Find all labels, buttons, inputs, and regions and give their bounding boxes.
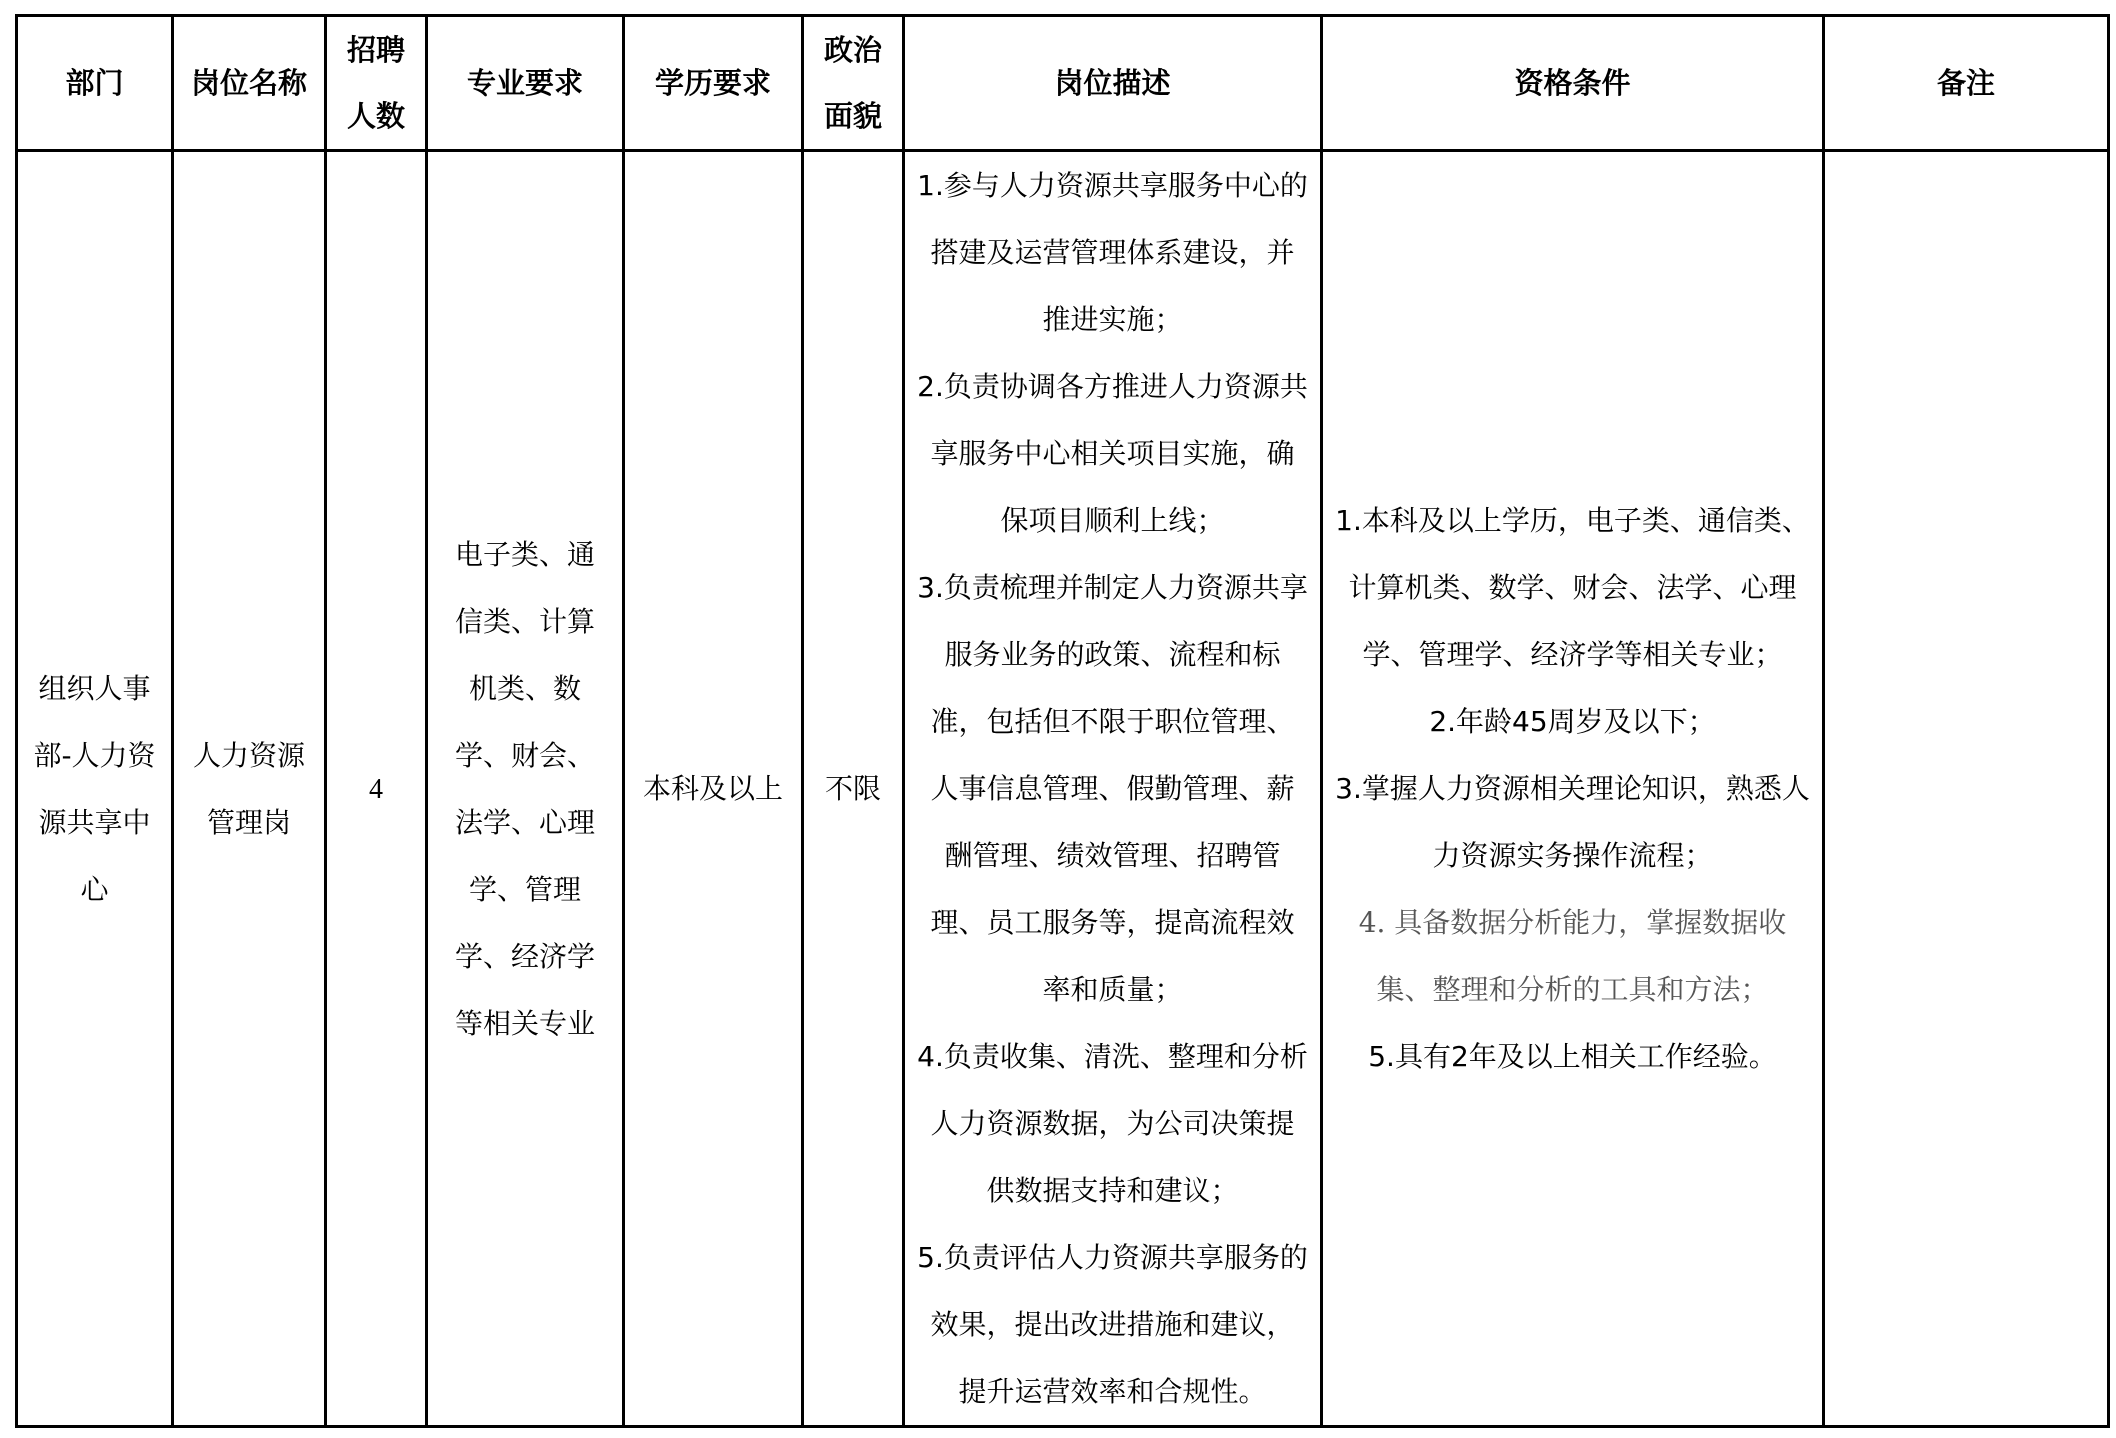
header-text: 面貌 (823, 99, 882, 133)
header-headcount (326, 16, 427, 151)
cell-line: 享服务中心相关项目实施，确 (930, 437, 1295, 470)
header-political-status (803, 16, 904, 151)
headcount-value: 4 (369, 773, 383, 805)
header-text: 岗位名称 (190, 66, 307, 100)
cell-line: 组织人事 (38, 671, 151, 705)
cell-line: 信类、计算 (454, 604, 595, 638)
cell-remarks (1824, 151, 2109, 1427)
cell-line: 推进实施； (1042, 303, 1183, 336)
cell-line: 1.参与人力资源共享服务中心的 (917, 169, 1308, 202)
header-education-requirement (624, 16, 803, 151)
cell-line: 提升运营效率和合规性。 (958, 1375, 1267, 1408)
cell-line: 管理岗 (206, 805, 291, 839)
cell-line: 法学、心理 (454, 805, 595, 839)
header-job-description (904, 16, 1322, 151)
header-text: 学历要求 (654, 66, 771, 100)
header-text: 备注 (1936, 66, 1995, 100)
cell-political-status (803, 151, 904, 1427)
cell-major (427, 151, 624, 1427)
cell-line: 供数据支持和建议； (986, 1174, 1239, 1207)
header-text: 部门 (65, 66, 124, 100)
cell-line: 部-人力资 (33, 738, 156, 772)
cell-line: 3.负责梳理并制定人力资源共享 (917, 571, 1308, 604)
cell-job-description (904, 151, 1322, 1427)
cell-department (17, 151, 173, 1427)
cell-education (624, 151, 803, 1427)
cell-line: 学、管理 (468, 872, 581, 906)
header-remarks (1824, 16, 2109, 151)
header-row (17, 16, 2109, 151)
cell-line: 理、员工服务等，提高流程效 (930, 906, 1295, 939)
cell-line: 效果，提出改进措施和建议， (930, 1308, 1295, 1341)
cell-line: 力资源实务操作流程； (1432, 839, 1713, 872)
cell-line: 人力资源数据，为公司决策提 (930, 1107, 1295, 1140)
cell-line: 率和质量； (1042, 973, 1183, 1006)
cell-qualifications (1322, 151, 1824, 1427)
cell-line: 机类、数 (468, 671, 581, 705)
cell-line: 3.掌握人力资源相关理论知识，熟悉人 (1335, 772, 1810, 805)
cell-line: 2.年龄45周岁及以下； (1429, 705, 1716, 738)
cell-line: 心 (80, 872, 109, 906)
cell-line: 学、管理学、经济学等相关专业； (1362, 638, 1783, 671)
political-status-value: 不限 (824, 772, 881, 805)
cell-line: 准，包括但不限于职位管理、 (930, 705, 1295, 738)
header-text: 招聘 (346, 33, 405, 67)
education-value: 本科及以上 (642, 772, 783, 805)
cell-line: 电子类、通 (454, 537, 595, 571)
cell-line: 保项目顺利上线； (1000, 504, 1225, 537)
cell-line: 学、经济学 (454, 939, 595, 973)
cell-line: 5.负责评估人力资源共享服务的 (917, 1241, 1308, 1274)
header-text: 政治 (823, 33, 882, 67)
cell-line: 4. 具备数据分析能力，掌握数据收 (1358, 906, 1787, 939)
cell-line: 酬管理、绩效管理、招聘管 (944, 839, 1281, 872)
cell-line: 4.负责收集、清洗、整理和分析 (917, 1040, 1308, 1073)
cell-line: 搭建及运营管理体系建设，并 (930, 236, 1295, 269)
cell-line: 学、财会、 (454, 738, 595, 772)
header-department (17, 16, 173, 151)
cell-line: 人力资源 (192, 738, 305, 772)
cell-line: 计算机类、数学、财会、法学、心理 (1348, 571, 1797, 604)
cell-line: 集、整理和分析的工具和方法； (1376, 973, 1769, 1006)
cell-line: 等相关专业 (454, 1006, 595, 1040)
cell-line: 人事信息管理、假勤管理、薪 (930, 772, 1295, 805)
header-text: 人数 (346, 99, 405, 133)
table-row (17, 151, 2109, 1427)
cell-position (173, 151, 326, 1427)
cell-line: 5.具有2年及以上相关工作经验。 (1368, 1040, 1777, 1073)
cell-line: 服务业务的政策、流程和标 (944, 638, 1281, 671)
cell-line: 2.负责协调各方推进人力资源共 (917, 370, 1308, 403)
header-position-name (173, 16, 326, 151)
header-qualifications (1322, 16, 1824, 151)
header-major-requirement (427, 16, 624, 151)
cell-line: 源共享中 (38, 805, 151, 839)
header-text: 专业要求 (466, 66, 583, 100)
cell-headcount (326, 151, 427, 1427)
header-text: 资格条件 (1514, 66, 1631, 100)
job-posting-table (15, 14, 2110, 1428)
cell-line: 1.本科及以上学历，电子类、通信类、 (1335, 504, 1810, 537)
header-text: 岗位描述 (1054, 66, 1171, 100)
